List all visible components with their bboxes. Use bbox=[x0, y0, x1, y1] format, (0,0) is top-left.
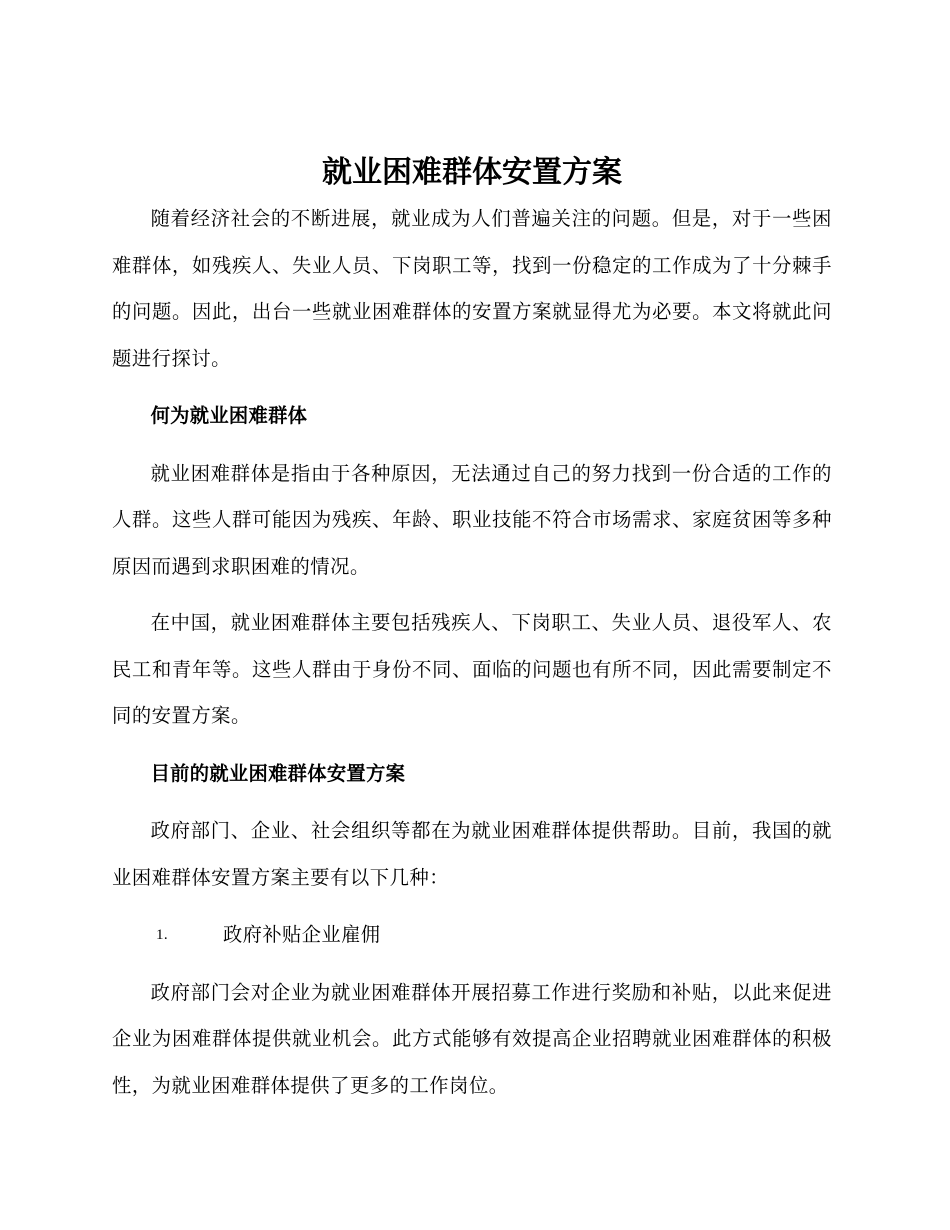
body-paragraph: 政府部门会对企业为就业困难群体开展招募工作进行奖励和补贴，以此来促进企业为困难群体提供就业机会。此方式能够有效提高企业招聘就业困难群体的积极性，为就业困难群体提供了更多的工作岗位。 bbox=[112, 980, 832, 1097]
body-paragraph: 政府部门、企业、社会组织等都在为就业困难群体提供帮助。目前，我国的就业困难群体安置方案主要有以下几种： bbox=[112, 819, 832, 889]
spacer bbox=[112, 901, 832, 912]
spacer bbox=[112, 382, 832, 393]
section-heading: 何为就业困难群体 bbox=[150, 404, 308, 427]
body-paragraph: 就业困难群体是指由于各种原因，无法通过自己的努力找到一份合适的工作的人群。这些人群可能因为残疾、年龄、职业技能不符合市场需求、家庭贫困等多种原因而遇到求职困难的情况。 bbox=[112, 461, 832, 578]
section-heading: 目前的就业困难群体安置方案 bbox=[150, 761, 406, 785]
spacer bbox=[112, 440, 832, 451]
list-item-text: 政府补贴企业雇佣 bbox=[223, 923, 381, 946]
spacer bbox=[112, 959, 832, 970]
list-number: 1. bbox=[156, 927, 169, 943]
spacer bbox=[112, 590, 832, 600]
document-title: 就业困难群体安置方案 bbox=[322, 155, 622, 190]
body-paragraph: 在中国，就业困难群体主要包括残疾人、下岗职工、失业人员、退役军人、农民工和青年等。这些人群由于身份不同、面临的问题也有所不同，因此需要制定不同的安置方案。 bbox=[112, 611, 832, 727]
list-item bbox=[112, 912, 832, 959]
spacer bbox=[112, 740, 832, 751]
document-body bbox=[112, 150, 832, 1109]
spacer bbox=[112, 797, 832, 808]
intro-paragraph: 随着经济社会的不断进展，就业成为人们普遍关注的问题。但是，对于一些困难群体，如残疾人、失业人员、下岗职工等，找到一份稳定的工作成为了十分棘手的问题。因此，出台一些就业困难群体的安置方案就显得尤为必要。本文将就此问题进行探讨。 bbox=[112, 207, 832, 370]
